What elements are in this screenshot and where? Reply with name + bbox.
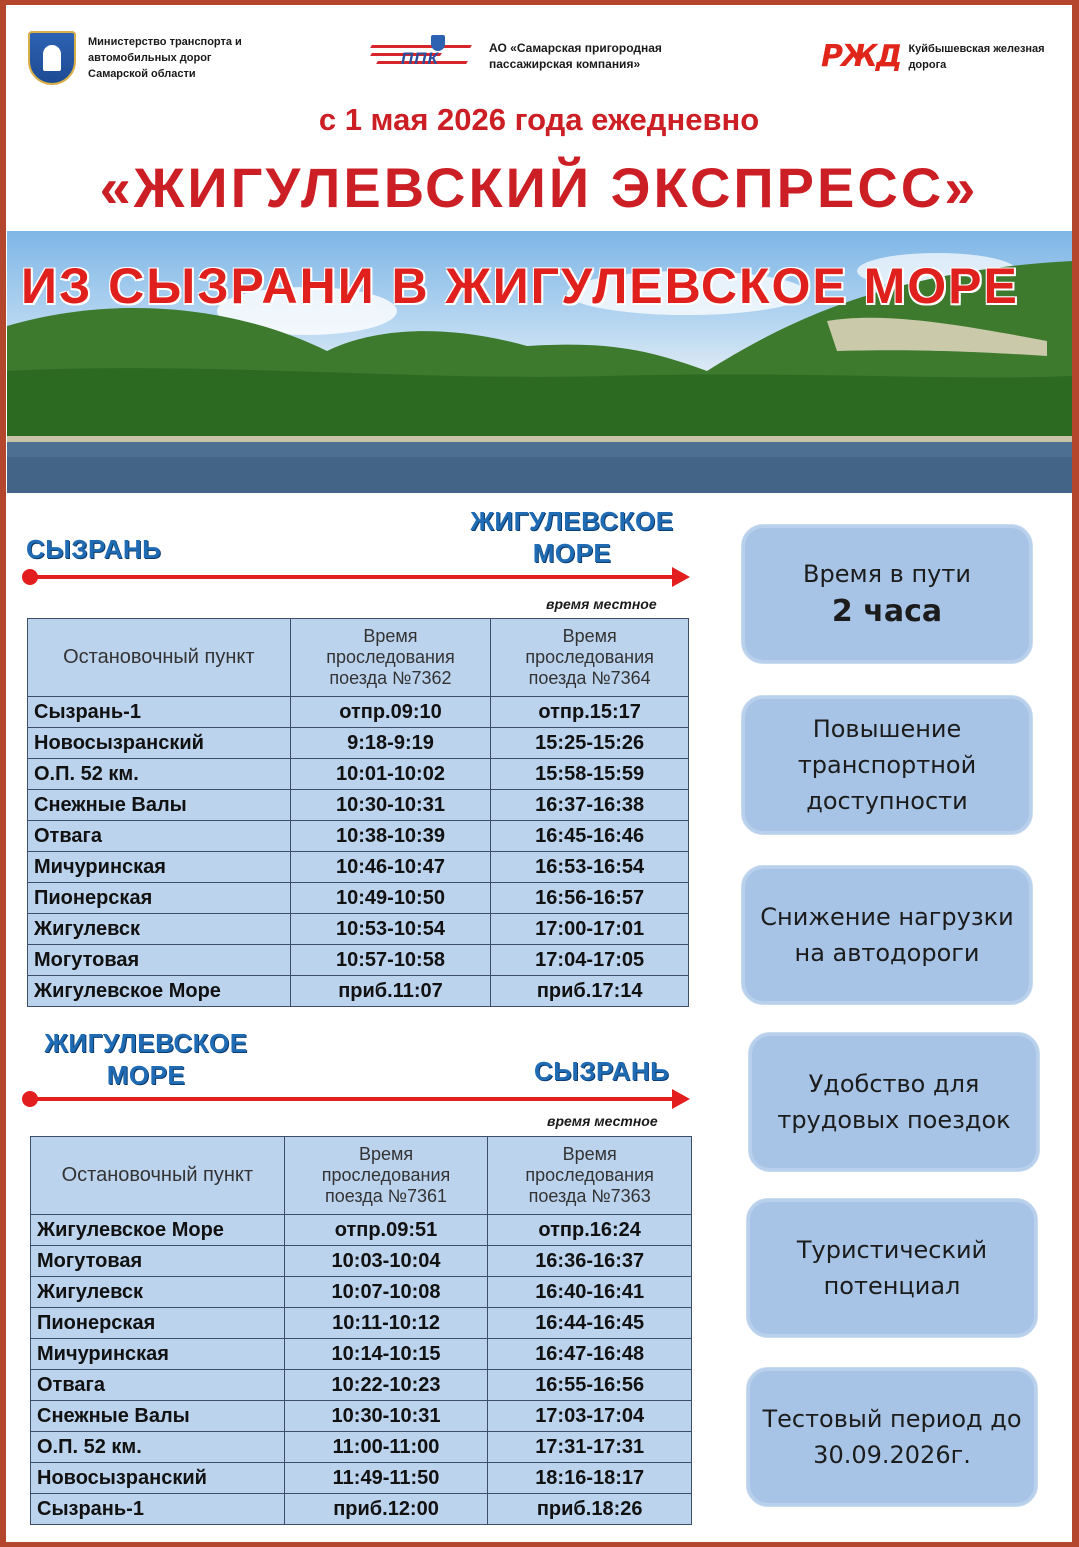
time-cell: 10:14-10:15	[284, 1339, 488, 1370]
route2-local-time-note: время местное	[547, 1113, 658, 1129]
route2-arrow	[30, 1097, 676, 1101]
table-header-train-7361: Время проследования поезда №7361	[284, 1137, 488, 1215]
time-cell: 11:49-11:50	[284, 1463, 488, 1494]
time-cell: 17:00-17:01	[491, 914, 689, 945]
stop-cell: Отвага	[31, 1370, 285, 1401]
time-cell: 10:07-10:08	[284, 1277, 488, 1308]
table-row	[28, 759, 689, 790]
info-box-accessibility: Повышение транспортной доступности	[741, 695, 1033, 835]
route1-schedule-table	[27, 618, 689, 1007]
info-box-travel-time: Время в пути 2 часа	[741, 524, 1033, 664]
time-cell: 16:47-16:48	[488, 1339, 692, 1370]
time-cell: 10:46-10:47	[290, 852, 491, 883]
time-cell: 16:53-16:54	[491, 852, 689, 883]
table-row	[28, 852, 689, 883]
time-cell: 9:18-9:19	[290, 728, 491, 759]
time-cell: 10:53-10:54	[290, 914, 491, 945]
stop-cell: Жигулевск	[31, 1277, 285, 1308]
rzd-logo-block	[821, 41, 1045, 73]
table-row	[28, 976, 689, 1007]
table-row	[28, 883, 689, 914]
time-cell: приб.11:07	[290, 976, 491, 1007]
stop-cell: Пионерская	[28, 883, 291, 914]
ppk-name: АО «Самарская пригородная пассажирская компания»	[489, 41, 662, 71]
time-cell: 18:16-18:17	[488, 1463, 692, 1494]
ppk-logo-icon: ППК	[371, 35, 479, 77]
time-cell: 10:30-10:31	[284, 1401, 488, 1432]
table-header-train-7364: Время проследования поезда №7364	[491, 619, 689, 697]
route1-from-station: СЫЗРАНЬ	[26, 534, 162, 564]
route2-to-station: СЫЗРАНЬ	[534, 1056, 670, 1086]
time-cell: 16:55-16:56	[488, 1370, 692, 1401]
stop-cell: Жигулевское Море	[31, 1215, 285, 1246]
table-row	[31, 1432, 692, 1463]
time-cell: 17:03-17:04	[488, 1401, 692, 1432]
time-cell: 10:30-10:31	[290, 790, 491, 821]
table-row	[31, 1277, 692, 1308]
stop-cell: Отвага	[28, 821, 291, 852]
stop-cell: Сызрань-1	[31, 1494, 285, 1525]
train-name-heading: «ЖИГУЛЕВСКИЙ ЭКСПРЕСС»	[99, 156, 979, 219]
table-header-train-7362: Время проследования поезда №7362	[290, 619, 491, 697]
table-row	[28, 821, 689, 852]
time-cell: 16:44-16:45	[488, 1308, 692, 1339]
time-cell: 10:11-10:12	[284, 1308, 488, 1339]
stop-cell: Сызрань-1	[28, 697, 291, 728]
table-row	[31, 1370, 692, 1401]
ministry-name: Министерство транспорта и автомобильных дорог Самарской области	[88, 36, 242, 80]
time-cell: 17:31-17:31	[488, 1432, 692, 1463]
stop-cell: Жигулевское Море	[28, 976, 291, 1007]
table-header-stop: Остановочный пункт	[31, 1137, 285, 1215]
time-cell: 16:36-16:37	[488, 1246, 692, 1277]
route1-arrow	[30, 575, 676, 579]
table-row	[28, 790, 689, 821]
rzd-logo-icon: РЖД	[821, 39, 901, 74]
time-cell: 10:57-10:58	[290, 945, 491, 976]
route1-local-time-note: время местное	[546, 596, 657, 612]
time-cell: 16:45-16:46	[491, 821, 689, 852]
time-cell: приб.12:00	[284, 1494, 488, 1525]
stop-cell: О.П. 52 км.	[28, 759, 291, 790]
info-box-commute: Удобство для трудовых поездок	[748, 1032, 1040, 1172]
table-row	[28, 945, 689, 976]
table-header-train-7363: Время проследования поезда №7363	[488, 1137, 692, 1215]
table-row	[31, 1401, 692, 1432]
time-cell: 10:49-10:50	[290, 883, 491, 914]
time-cell: приб.17:14	[491, 976, 689, 1007]
time-cell: 15:58-15:59	[491, 759, 689, 790]
table-row	[31, 1246, 692, 1277]
lake-photo	[7, 231, 1072, 493]
info-box-tourism: Туристический потенциал	[746, 1198, 1038, 1338]
route1-to-station: ЖИГУЛЕВСКОЕ МОРЕ	[470, 506, 674, 568]
poster-sheet	[6, 5, 1072, 1542]
date-heading: с 1 мая 2026 года ежедневно	[318, 102, 760, 137]
route-banner-title: ИЗ СЫЗРАНИ В ЖИГУЛЕВСКОЕ МОРЕ	[21, 258, 1019, 314]
stop-cell: Жигулевск	[28, 914, 291, 945]
time-cell: 17:04-17:05	[491, 945, 689, 976]
time-cell: 16:37-16:38	[491, 790, 689, 821]
ministry-logo-block	[28, 31, 242, 85]
route2-schedule-table	[30, 1136, 692, 1525]
table-row	[31, 1215, 692, 1246]
table-row	[28, 697, 689, 728]
time-cell: приб.18:26	[488, 1494, 692, 1525]
ppk-logo-block	[371, 35, 662, 77]
samara-emblem-icon	[28, 31, 76, 85]
time-cell: 16:40-16:41	[488, 1277, 692, 1308]
time-cell: 10:38-10:39	[290, 821, 491, 852]
table-row	[31, 1463, 692, 1494]
table-row	[31, 1494, 692, 1525]
table-row	[28, 914, 689, 945]
time-cell: 10:01-10:02	[290, 759, 491, 790]
stop-cell: Могутовая	[28, 945, 291, 976]
stop-cell: Пионерская	[31, 1308, 285, 1339]
time-cell: 10:03-10:04	[284, 1246, 488, 1277]
stop-cell: Новосызранский	[31, 1463, 285, 1494]
time-cell: отпр.15:17	[491, 697, 689, 728]
info-box-road-load: Снижение нагрузки на автодороги	[741, 865, 1033, 1005]
stop-cell: Могутовая	[31, 1246, 285, 1277]
route2-from-station: ЖИГУЛЕВСКОЕ МОРЕ	[44, 1028, 248, 1090]
stop-cell: Мичуринская	[31, 1339, 285, 1370]
table-row	[31, 1308, 692, 1339]
stop-cell: Мичуринская	[28, 852, 291, 883]
stop-cell: Снежные Валы	[31, 1401, 285, 1432]
time-cell: 16:56-16:57	[491, 883, 689, 914]
stop-cell: Снежные Валы	[28, 790, 291, 821]
time-cell: 10:22-10:23	[284, 1370, 488, 1401]
table-header-stop: Остановочный пункт	[28, 619, 291, 697]
stop-cell: О.П. 52 км.	[31, 1432, 285, 1463]
time-cell: 15:25-15:26	[491, 728, 689, 759]
rzd-name: Куйбышевская железная дорога	[908, 43, 1045, 71]
time-cell: отпр.16:24	[488, 1215, 692, 1246]
time-cell: 11:00-11:00	[284, 1432, 488, 1463]
table-row	[31, 1339, 692, 1370]
time-cell: отпр.09:10	[290, 697, 491, 728]
info-box-test-period: Тестовый период до 30.09.2026г.	[746, 1367, 1038, 1507]
stop-cell: Новосызранский	[28, 728, 291, 759]
table-row	[28, 728, 689, 759]
time-cell: отпр.09:51	[284, 1215, 488, 1246]
